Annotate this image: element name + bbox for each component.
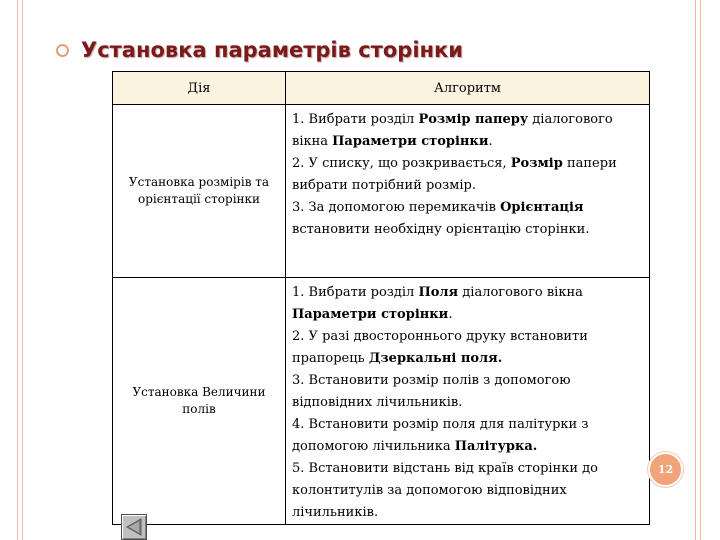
slide-title: Установка параметрів сторінки bbox=[81, 38, 463, 62]
step-keyword: Параметри сторінки bbox=[292, 307, 449, 322]
frame-line-right-inner bbox=[695, 0, 696, 540]
steps-list bbox=[292, 109, 643, 241]
step-keyword: Розмір паперу bbox=[418, 112, 529, 127]
algorithm-cell bbox=[286, 278, 650, 525]
column-header-algorithm: Алгоритм bbox=[286, 72, 650, 105]
step-text: 3. Встановити розмір полів з допомогою відповідних лічильників. bbox=[292, 373, 571, 410]
algorithm-step bbox=[292, 153, 643, 197]
frame-line-right-outer bbox=[700, 0, 701, 540]
frame-line-left-outer bbox=[17, 0, 18, 540]
algorithm-step bbox=[292, 109, 643, 153]
step-text: папери вибрати потрібний розмір. bbox=[292, 156, 617, 193]
title-row bbox=[56, 38, 463, 62]
step-keyword: Дзеркальні поля. bbox=[368, 351, 503, 366]
frame-line-left-inner bbox=[22, 0, 23, 540]
settings-table bbox=[112, 71, 650, 525]
step-text: 2. У разі двостороннього друку встановити прапорець bbox=[292, 329, 588, 366]
action-cell: Установка розмірів та орієнтації сторінки bbox=[113, 105, 286, 278]
step-text: діалогового вікна bbox=[292, 112, 613, 149]
step-text: 2. У списку, що розкривається, bbox=[292, 156, 511, 171]
step-keyword: Орієнтація bbox=[500, 200, 584, 215]
algorithm-step bbox=[292, 414, 643, 458]
triangle-left-icon bbox=[122, 515, 146, 539]
algorithm-cell bbox=[286, 105, 650, 278]
step-text: 5. Встановити відстань від країв сторінки до колонтитулів за допомогою відповідних лічильників. bbox=[292, 461, 598, 520]
table-row bbox=[113, 105, 650, 278]
page-number-badge: 12 bbox=[648, 452, 683, 487]
step-text: 4. Встановити розмір поля для палітурки з допомогою лічильника bbox=[292, 417, 589, 454]
step-keyword: Параметри сторінки bbox=[332, 134, 489, 149]
algorithm-step bbox=[292, 458, 643, 524]
step-text: . bbox=[448, 307, 453, 322]
bullet-circle-icon bbox=[56, 44, 69, 57]
step-text: 1. Вибрати розділ bbox=[292, 112, 419, 127]
table-header-row bbox=[113, 72, 650, 105]
step-keyword: Палітурка. bbox=[454, 439, 538, 454]
step-keyword: Розмір bbox=[510, 156, 563, 171]
step-text: встановити необхідну орієнтацію сторінки. bbox=[292, 222, 590, 237]
table-row bbox=[113, 278, 650, 525]
algorithm-step bbox=[292, 197, 643, 241]
step-text: 1. Вибрати розділ bbox=[292, 285, 419, 300]
step-text: 3. За допомогою перемикачів bbox=[292, 200, 501, 215]
step-keyword: Поля bbox=[418, 285, 459, 300]
previous-slide-button[interactable] bbox=[121, 514, 147, 540]
step-text: діалогового вікна bbox=[458, 285, 583, 300]
steps-list bbox=[292, 282, 643, 524]
action-cell: Установка Величини полів bbox=[113, 278, 286, 525]
algorithm-step bbox=[292, 370, 643, 414]
algorithm-step bbox=[292, 282, 643, 326]
algorithm-step bbox=[292, 326, 643, 370]
column-header-action: Дія bbox=[113, 72, 286, 105]
step-text: . bbox=[488, 134, 493, 149]
